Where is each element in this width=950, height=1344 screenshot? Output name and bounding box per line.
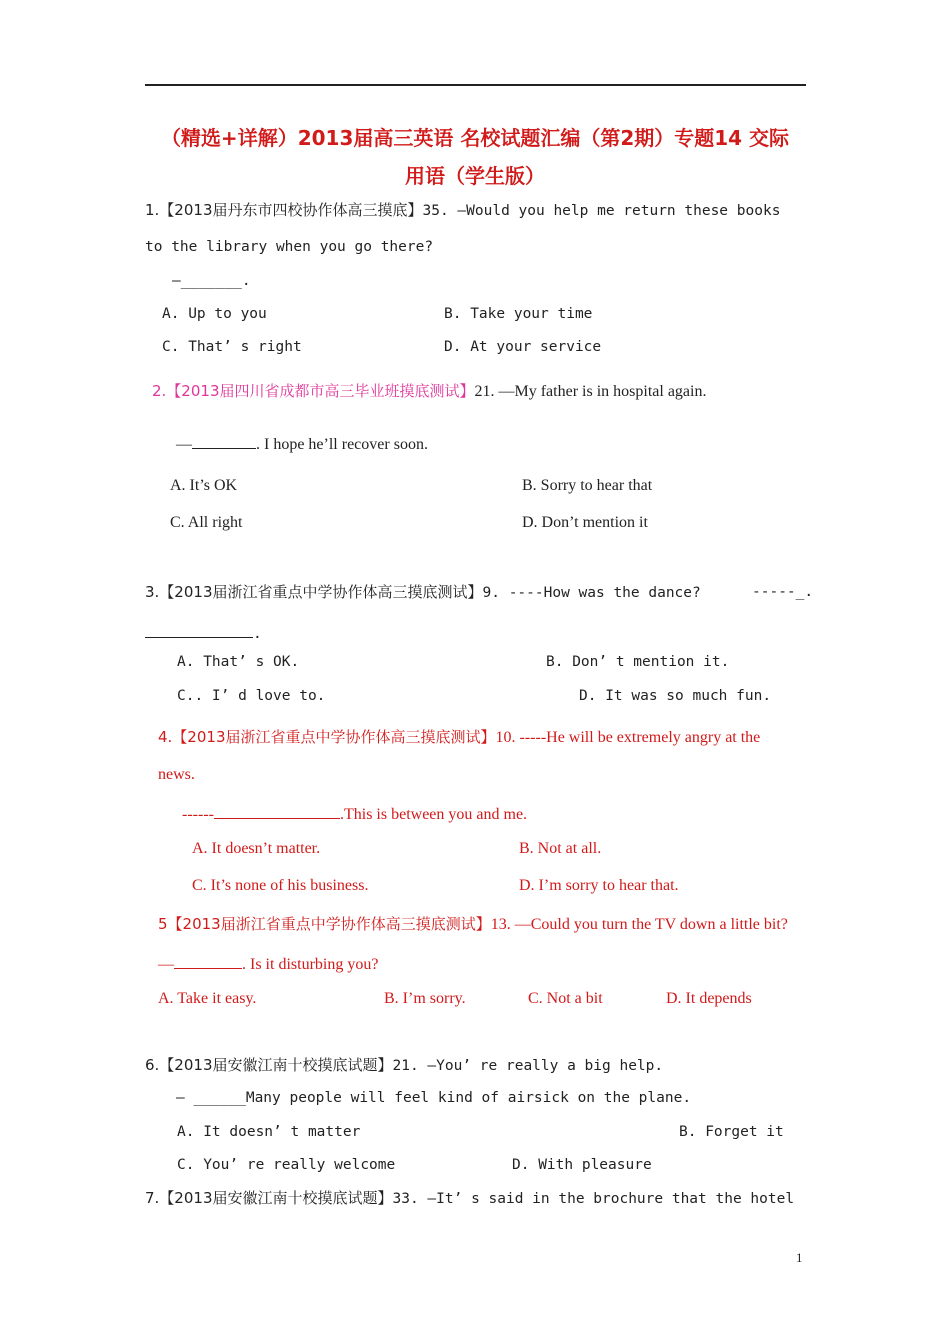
answer-blank [145,623,253,638]
question-2 [152,384,706,400]
question-7 [145,1191,794,1207]
question-2-source: 2.【2013届四川省成都市高三毕业班摸底测试】 [152,382,475,400]
question-2-option-a: A. It’s OK [170,477,238,494]
question-1-option-d: D. At your service [444,339,602,355]
question-1-option-c: C. That’ s right [162,339,302,355]
answer-blank [192,434,256,449]
question-6-source: 6.【2013届安徽江南十校摸底试题】 [145,1056,393,1074]
question-7-stem: 33. —It’ s said in the brochure that the hotel [392,1191,795,1207]
question-2-option-c: C. All right [170,514,243,531]
question-3-reply-line: . [145,623,262,642]
question-5-option-c: C. Not a bit [528,990,603,1007]
question-5-option-a: A. Take it easy. [158,990,257,1007]
question-5-stem: 13. —Could you turn the TV down a little bit? [490,916,788,933]
question-4-option-a: A. It doesn’t matter. [192,840,321,857]
question-6-option-d: D. With pleasure [512,1157,652,1173]
answer-blank [174,954,242,969]
question-1-stem: 35. —Would you help me return these books [422,203,781,219]
question-2-option-d: D. Don’t mention it [522,514,648,531]
question-2-stem: 21. —My father is in hospital again. [474,383,707,400]
question-1-option-b: B. Take your time [444,306,593,322]
question-3-option-d: D. It was so much fun. [579,688,772,704]
question-3-source: 3.【2013届浙江省重点中学协作体高三摸底测试】 [145,583,483,601]
question-5-source: 5【2013届浙江省重点中学协作体高三摸底测试】 [158,915,491,933]
page-number: 1 [796,1250,803,1265]
question-6-reply: — ______Many people will feel kind of airsick on the plane. [176,1090,692,1106]
question-3-option-a: A. That’ s OK. [177,654,300,670]
question-3-reply: -----_. [752,584,814,600]
question-6-option-a: A. It doesn’ t matter [177,1124,361,1140]
question-4-option-c: C. It’s none of his business. [192,877,369,894]
answer-blank [214,804,340,819]
question-4-source: 4.【2013届浙江省重点中学协作体高三摸底测试】 [158,728,496,746]
question-1-reply: —_______. [172,273,251,289]
question-1-stem-continued: to the library when you go there? [145,239,434,255]
question-2-option-b: B. Sorry to hear that [522,477,653,494]
question-2-reply: — . I hope he’ll recover soon. [176,436,428,453]
question-5 [158,917,788,933]
question-1-source: 1.【2013届丹东市四校协作体高三摸底】 [145,201,423,219]
question-4 [158,730,760,746]
question-4-stem-continued: news. [158,766,195,783]
question-3 [145,585,701,601]
question-5-option-d: D. It depends [666,990,752,1007]
question-4-reply: ------ .This is between you and me. [182,806,528,823]
question-7-source: 7.【2013届安徽江南十校摸底试题】 [145,1189,393,1207]
question-6-stem: 21. —You’ re really a big help. [392,1058,664,1074]
document-title-line1: （精选+详解）2013届高三英语 名校试题汇编（第2期）专题14 交际 [160,126,790,150]
question-3-option-b: B. Don’ t mention it. [546,654,730,670]
question-1-option-a: A. Up to you [162,306,267,322]
question-4-stem: 10. -----He will be extremely angry at the [495,729,761,746]
question-4-option-d: D. I’m sorry to hear that. [519,877,679,894]
question-6 [145,1058,663,1074]
question-5-reply: — . Is it disturbing you? [158,956,379,973]
question-5-option-b: B. I’m sorry. [384,990,466,1007]
question-3-option-c: C.. I’ d love to. [177,688,326,704]
question-1 [145,203,780,219]
question-4-option-b: B. Not at all. [519,840,602,857]
question-3-stem: 9. ----How was the dance? [482,585,701,601]
header-rule [145,84,806,86]
question-6-option-b: B. Forget it [679,1124,784,1140]
document-title-line2: 用语（学生版） [405,164,545,188]
question-6-option-c: C. You’ re really welcome [177,1157,396,1173]
